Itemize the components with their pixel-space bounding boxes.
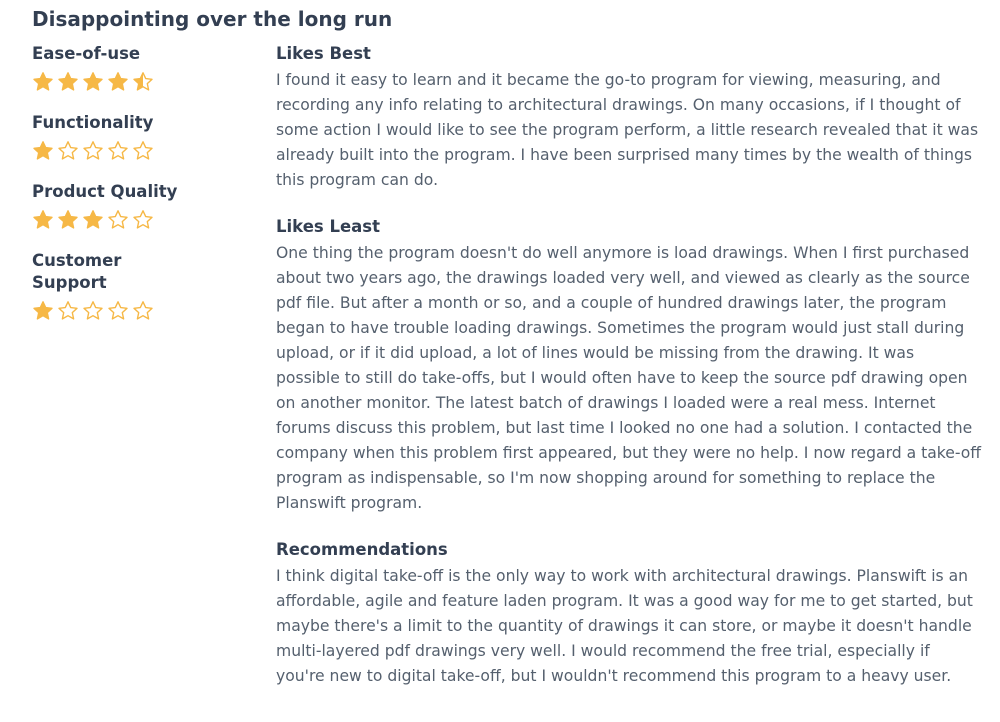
section-body: One thing the program doesn't do well anymore is load drawings. When I first purchased about two years ago, the drawings loaded very well, and viewed as clearly as the source pdf file. But after a month or so, and a couple of hundred drawings later, the program began to have trouble loading drawings. Sometimes the program would just stall during upload, or if it did upload, a lot of lines would be missing from the drawing. It was possible to still do take-offs, but I would often have to keep the source pdf drawing open on another monitor. The latest batch of drawings I loaded were a real mess. Internet forums discuss this problem, but last time I looked no one had a solution. I contacted the company when this problem first appeared, but they were no help. I now regard a take-off program as indispensable, so I'm now shopping around for something to replace the Planswift program.	[276, 244, 982, 512]
star-empty-icon	[57, 300, 79, 322]
ratings-panel	[32, 43, 242, 330]
star-empty-icon	[132, 140, 154, 162]
star-full-icon	[32, 300, 54, 322]
star-empty-icon	[82, 140, 104, 162]
section-heading: Recommendations	[276, 540, 448, 559]
section-likes-least	[276, 216, 982, 516]
star-full-icon	[82, 71, 104, 93]
star-full-icon	[57, 71, 79, 93]
rating-ease-of-use	[32, 43, 242, 104]
rating-label: Customer Support	[32, 251, 122, 292]
section-heading: Likes Best	[276, 44, 371, 63]
star-empty-icon	[107, 209, 129, 231]
star-empty-icon	[107, 140, 129, 162]
section-recommendations	[276, 539, 982, 689]
rating-product-quality	[32, 181, 242, 242]
star-empty-icon	[107, 300, 129, 322]
section-body: I think digital take-off is the only way to work with architectural drawings. Planswift is an affordable, agile and feature laden program. It was a good way for me to get started, but maybe there's a limit to the quantity of drawings it can store, or maybe it doesn't handle multi-layered pdf drawings very well. I would recommend the free trial, especially if you're new to digital take-off, but I wouldn't recommend this program to a heavy user.	[276, 567, 973, 685]
star-full-icon	[32, 140, 54, 162]
star-full-icon	[82, 209, 104, 231]
star-empty-icon	[132, 209, 154, 231]
star-empty-icon	[82, 300, 104, 322]
star-full-icon	[32, 71, 54, 93]
star-full-icon	[57, 209, 79, 231]
star-rating	[32, 209, 242, 231]
star-rating	[32, 300, 242, 322]
rating-label: Ease-of-use	[32, 44, 141, 63]
rating-functionality	[32, 112, 242, 173]
section-heading: Likes Least	[276, 217, 381, 236]
rating-label: Functionality	[32, 113, 154, 132]
star-full-icon	[107, 71, 129, 93]
star-full-icon	[32, 209, 54, 231]
rating-customer-support	[32, 250, 242, 322]
star-half-icon	[132, 71, 154, 93]
section-body: I found it easy to learn and it became the go-to program for viewing, measuring, and recording any info relating to architectural drawings. On many occasions, if I thought of some action I would like to see the program perform, a little research revealed that it was already built into the program. I have been surprised many times by the wealth of things this program can do.	[276, 71, 979, 189]
review-content	[276, 43, 982, 712]
star-empty-icon	[132, 300, 154, 322]
section-likes-best	[276, 43, 982, 193]
star-empty-icon	[57, 140, 79, 162]
star-rating	[32, 140, 242, 162]
review-title: Disappointing over the long run	[32, 7, 393, 31]
rating-label: Product Quality	[32, 182, 178, 201]
star-rating	[32, 71, 242, 93]
